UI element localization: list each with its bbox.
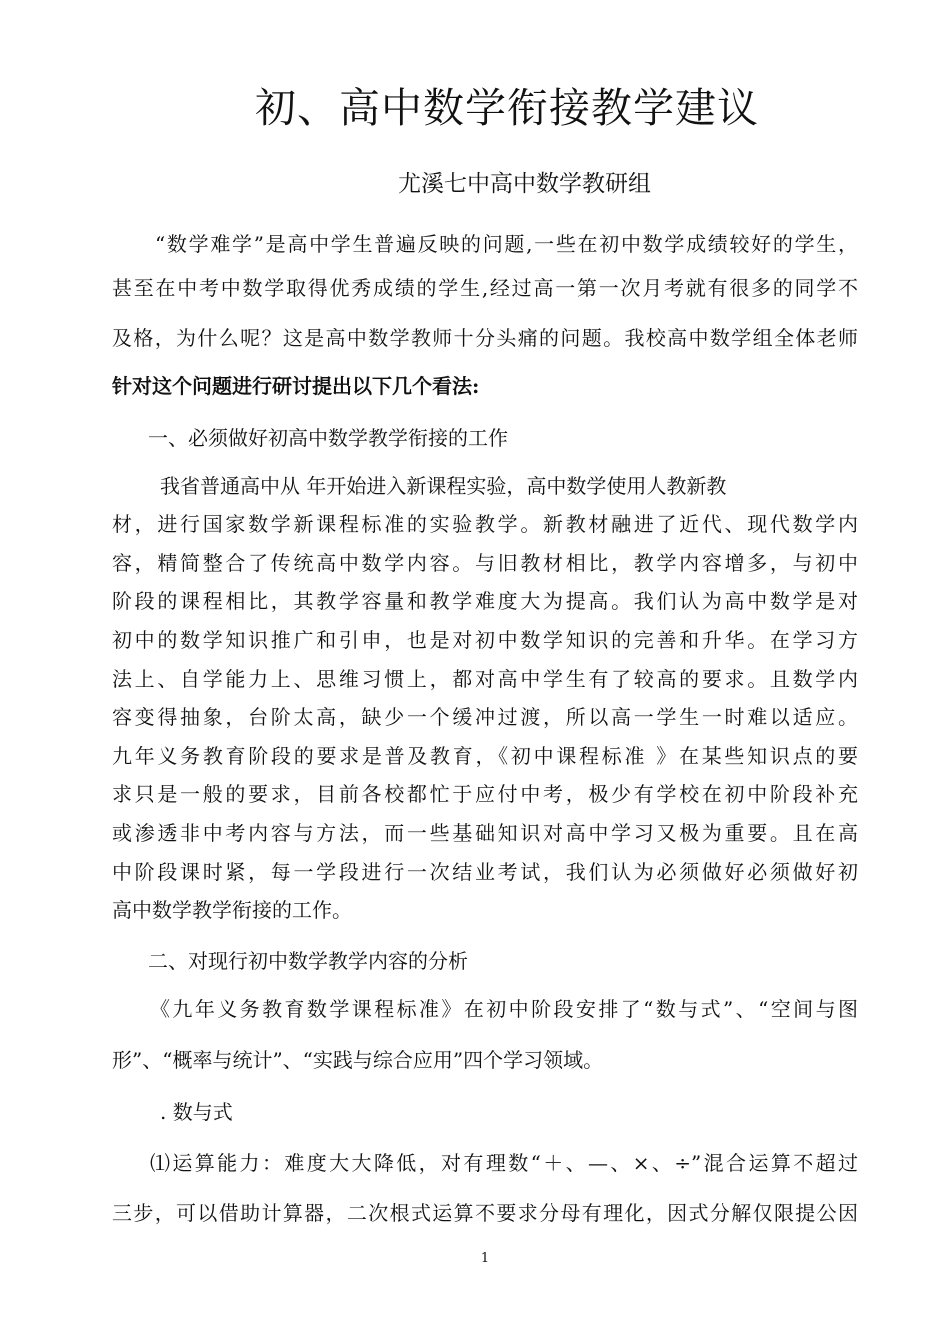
paragraph-line: 或渗透非中考内容与方法，而一些基础知识对高中学习又极为重要。且在高 — [112, 821, 858, 845]
paragraph-line: ⑴运算能力：难度大大降低，对有理数“＋、—、×、÷”混合运算不超过 — [150, 1151, 858, 1175]
paragraph-line: 容变得抽象，台阶太高，缺少一个缓冲过渡，所以高一学生一时难以适应。 — [112, 705, 858, 729]
paragraph-line: 《九年义务教育数学课程标准》在初中阶段安排了“数与式”、“空间与图 — [150, 997, 858, 1021]
section-heading: 一、必须做好初高中数学教学衔接的工作 — [148, 426, 508, 450]
paragraph-line: 阶段的课程相比，其教学容量和教学难度大为提高。我们认为高中数学是对 — [112, 589, 858, 613]
paragraph-line: 三步，可以借助计算器，二次根式运算不要求分母有理化，因式分解仅限提公因 — [112, 1201, 858, 1225]
intro-line: “数学难学”是高中学生普遍反映的问题,一些在初中数学成绩较好的学生， — [155, 232, 858, 256]
paragraph-line: 形”、“概率与统计”、“实践与综合应用”四个学习领域。 — [112, 1048, 604, 1072]
subsection-heading: . 数与式 — [160, 1100, 233, 1124]
paragraph-line: 高中数学教学衔接的工作。 — [112, 898, 352, 922]
paragraph-line: 九年义务教育阶段的要求是普及教育，《初中课程标准 》在某些知识点的要 — [112, 744, 858, 768]
paragraph-line: 材，进行国家数学新课程标准的实验教学。新教材融进了近代、现代数学内 — [112, 512, 858, 536]
paragraph-line: 法上、自学能力上、思维习惯上，都对高中学生有了较高的要求。且数学内 — [112, 667, 858, 691]
intro-line: 及格，为什么呢？这是高中数学教师十分头痛的问题。我校高中数学组全体老师 — [112, 326, 858, 350]
paragraph-line: 初中的数学知识推广和引申，也是对初中数学知识的完善和升华。在学习方 — [112, 628, 858, 652]
page-number: 1 — [480, 1251, 490, 1266]
intro-line: 针对这个问题进行研讨提出以下几个看法: — [112, 374, 480, 398]
intro-line: 甚至在中考中数学取得优秀成绩的学生,经过高一第一次月考就有很多的同学不 — [112, 276, 858, 300]
paragraph-line: 容，精简整合了传统高中数学内容。与旧教材相比，教学内容增多，与初中 — [112, 551, 858, 575]
section-heading: 二、对现行初中数学教学内容的分析 — [148, 949, 468, 973]
paragraph-line: 我省普通高中从 年开始进入新课程实验，高中数学使用人教新教 — [160, 474, 727, 498]
paragraph-line: 中阶段课时紧，每一学段进行一次结业考试，我们认为必须做好必须做好初 — [112, 860, 858, 884]
document-title: 初、高中数学衔接教学建议 — [255, 84, 759, 132]
paragraph-line: 求只是一般的要求，目前各校都忙于应付中考，极少有学校在初中阶段补充 — [112, 782, 858, 806]
document-subtitle: 尤溪七中高中数学教研组 — [398, 171, 651, 197]
